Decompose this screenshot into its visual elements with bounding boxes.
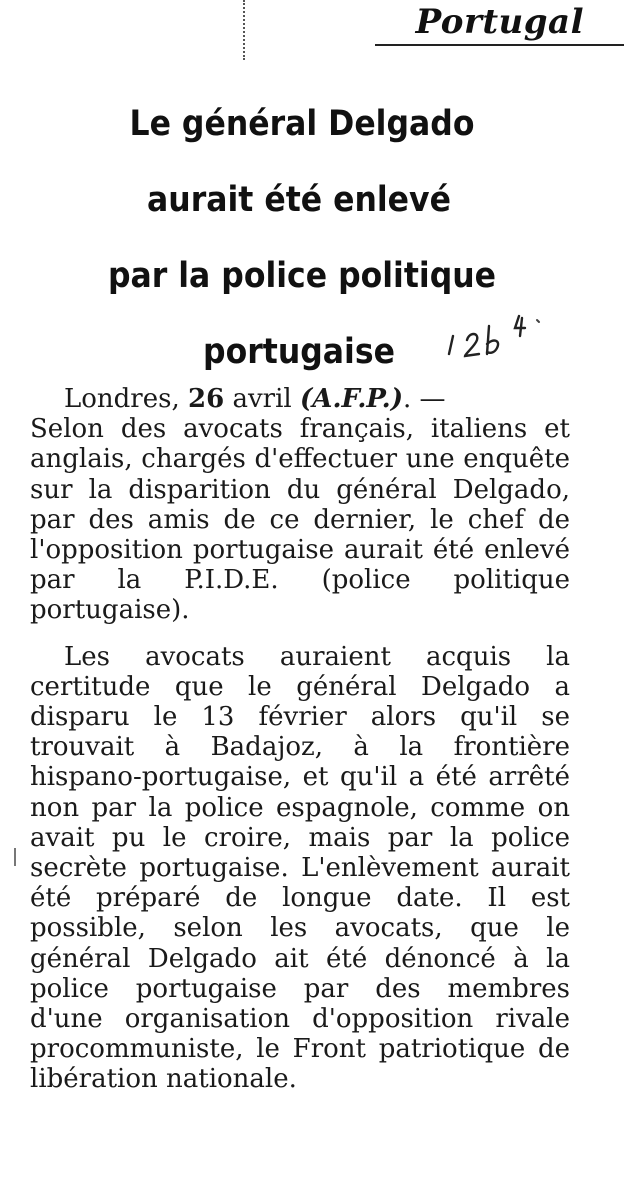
article-paragraph-1 — [30, 384, 570, 626]
article-paragraph-2: Les avocats auraient acquis la certitude que le général Delgado a disparu le 13 février alors qu'il se trouvait à Badajoz, à la frontière hispano-portugaise, et qu'il a été arrêté non par la police espagnole, comme on avait pu le croire, mais par la police secrète portugaise. L'enlèvement aurait été préparé de longue date. Il est possible, selon les avocats, que le général Delgado ait été dénoncé à la police portugaise par des membres d'une organisation d'opposition rivale procommuniste, le Front patriotique de libération nationale. — [30, 641, 570, 1095]
paragraph-1-text: Selon des avocats français, italiens et anglais, chargés d'effectuer une enquête sur la disparition du général Delgado, par des amis de ce dernier, le chef de l'opposition portugaise aurait été enlevé par la P.I.D.E. (police politique portugaise). — [30, 414, 570, 626]
fold-dots — [243, 0, 247, 60]
headline-line-1: Le général Delgado — [129, 104, 475, 144]
dateline-dash: . — — [403, 384, 446, 414]
headline-line-4: portugaise — [203, 332, 395, 372]
section-label: Portugal — [415, 2, 584, 42]
headline-line-3: par la police politique — [107, 256, 497, 296]
dateline-date: 26 — [188, 384, 225, 414]
section-rule — [375, 44, 624, 46]
headline-line-2: aurait été enlevé — [147, 180, 451, 220]
handwritten-annotation — [445, 310, 545, 360]
margin-mark — [14, 848, 16, 866]
article-body — [30, 384, 570, 1095]
dateline — [64, 384, 446, 414]
dateline-place: Londres, — [64, 384, 188, 414]
dateline-month: avril — [224, 384, 300, 414]
dateline-agency: (A.F.P.) — [299, 384, 403, 414]
